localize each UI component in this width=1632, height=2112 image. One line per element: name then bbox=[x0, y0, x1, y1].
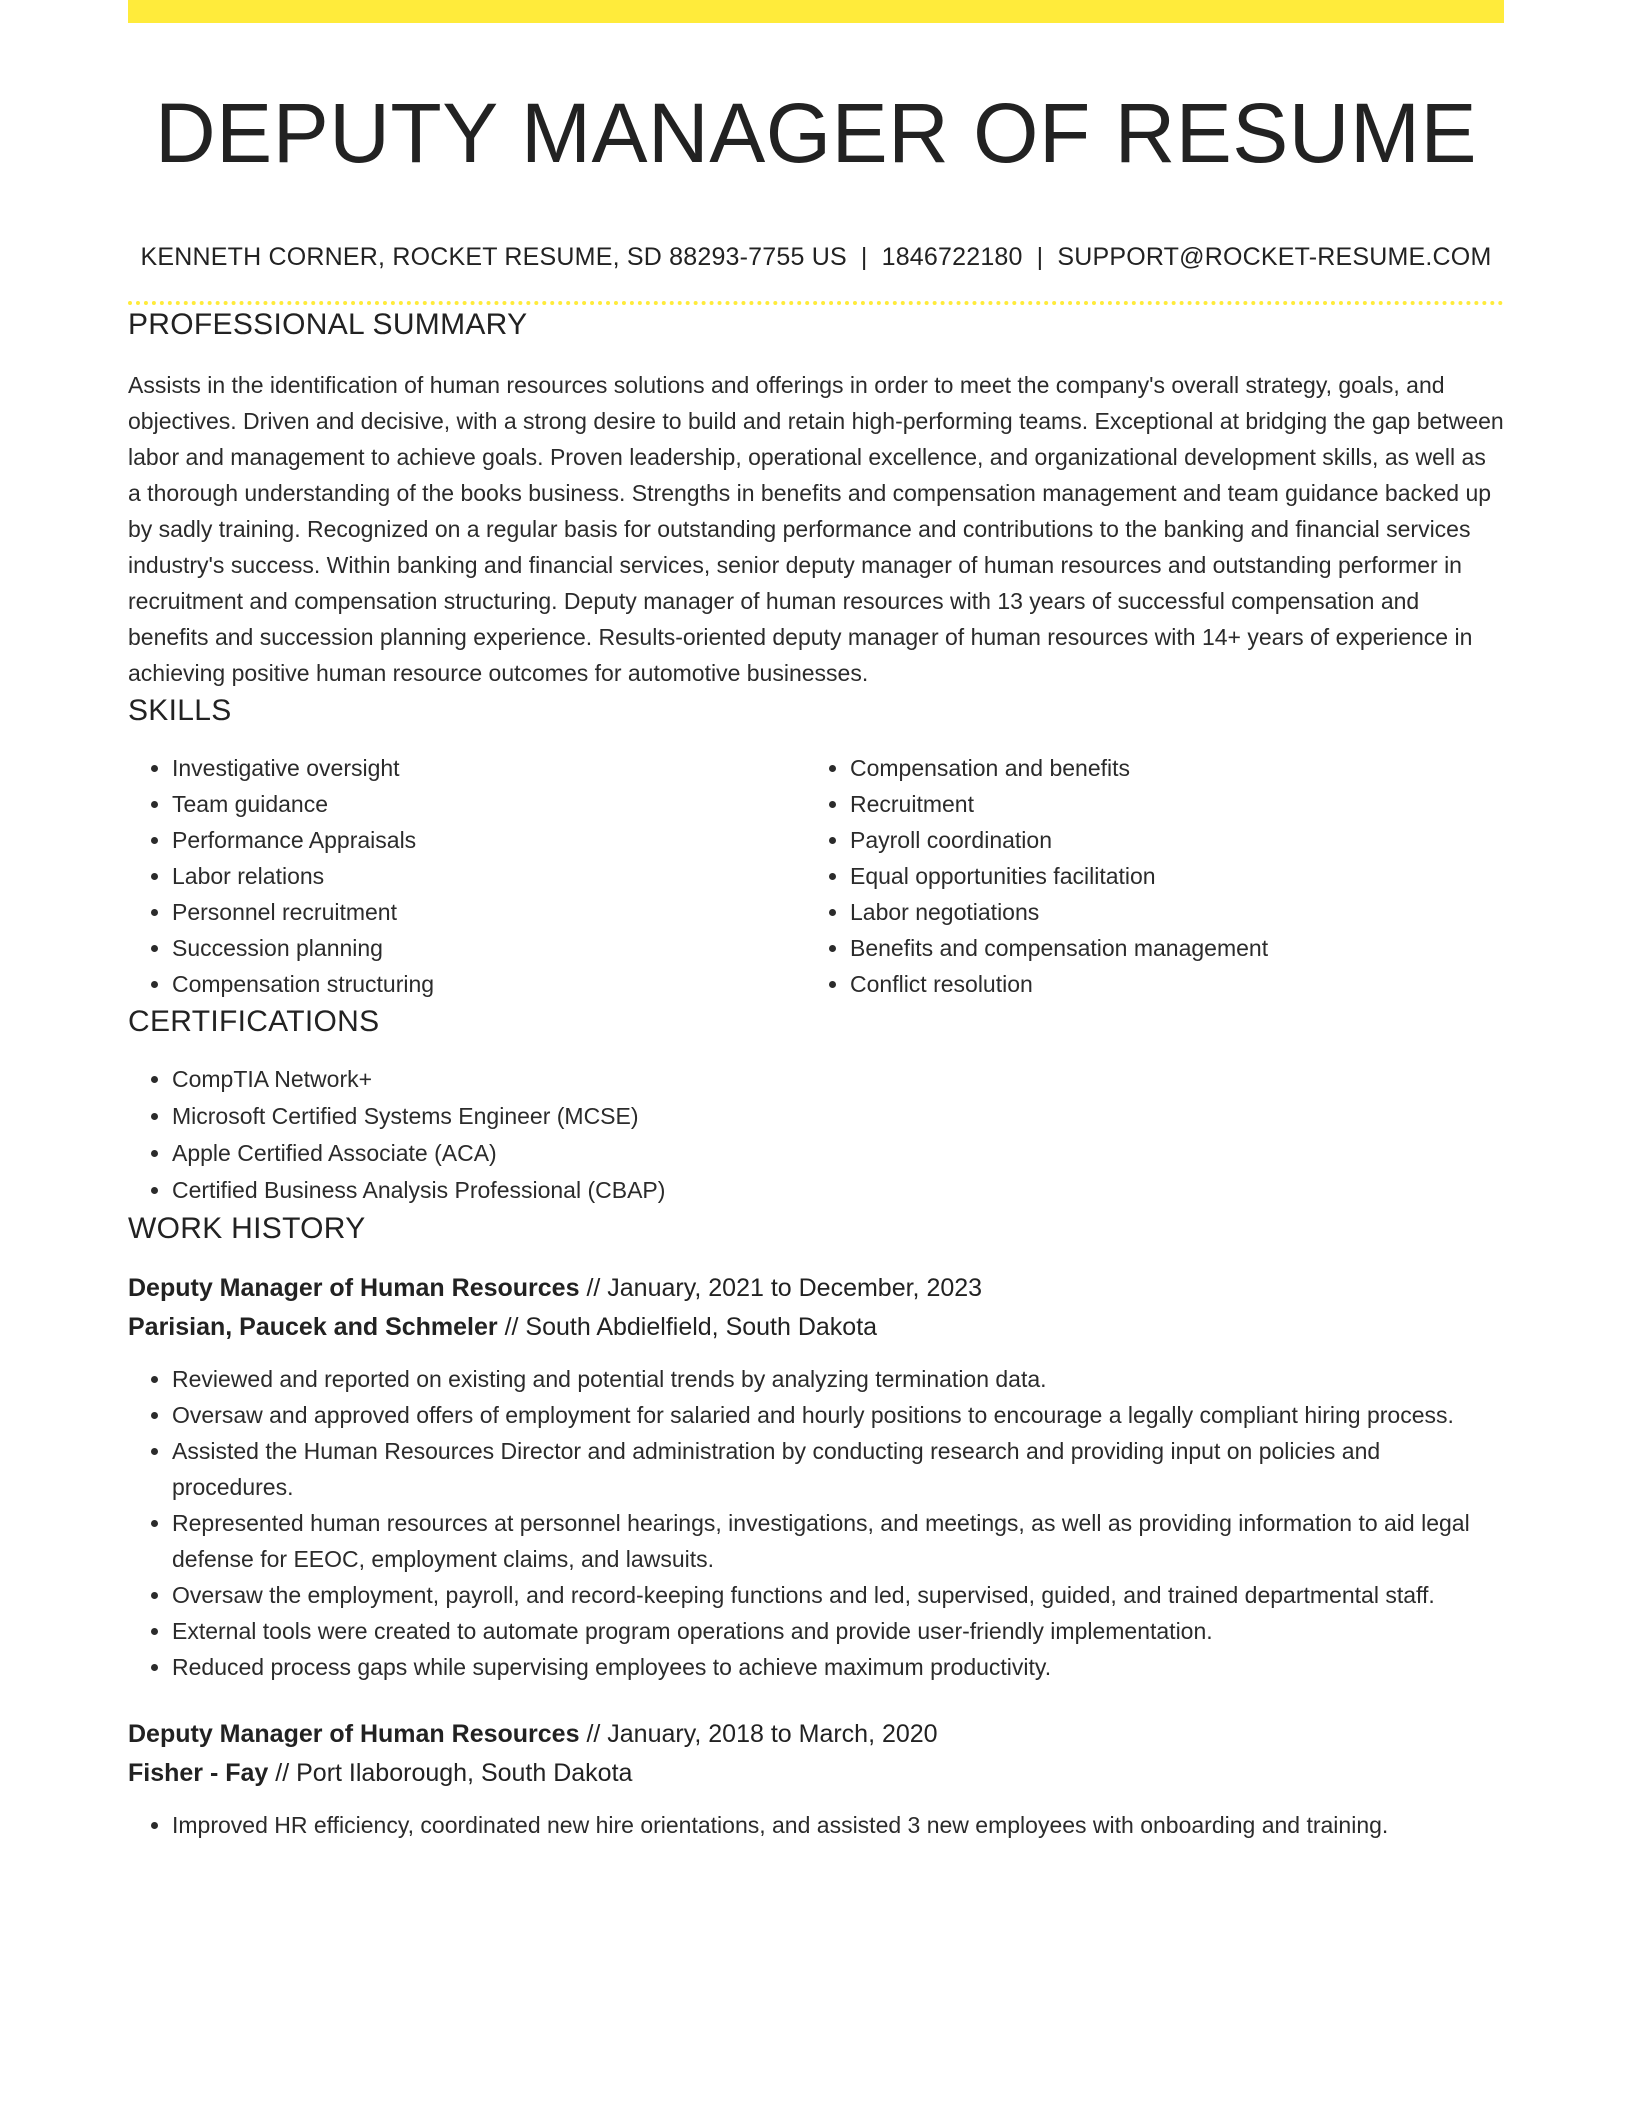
job-bullets bbox=[128, 1361, 1504, 1685]
skill-item: • Compensation and benefits bbox=[850, 750, 1504, 786]
skill-item: • Compensation structuring bbox=[172, 966, 806, 1002]
certification-item: • Apple Certified Associate (ACA) bbox=[172, 1135, 1504, 1172]
job-company: Parisian, Paucek and Schmeler bbox=[128, 1313, 498, 1341]
skill-item: • Conflict resolution bbox=[850, 966, 1504, 1002]
job-entry bbox=[128, 1715, 1504, 1843]
job-dates: // January, 2021 to December, 2023 bbox=[579, 1274, 983, 1302]
contact-separator: | bbox=[1036, 243, 1044, 271]
job-bullet: • Oversaw and approved offers of employment for salaried and hourly positions to encourage a legally compliant hiring process. bbox=[172, 1397, 1504, 1433]
skill-item: • Equal opportunities facilitation bbox=[850, 858, 1504, 894]
job-bullet: • Improved HR efficiency, coordinated new hire orientations, and assisted 3 new employees with onboarding and training. bbox=[172, 1807, 1504, 1843]
certifications-list bbox=[128, 1061, 1504, 1209]
job-company: Fisher - Fay bbox=[128, 1759, 269, 1787]
skill-item: • Succession planning bbox=[172, 930, 806, 966]
job-company-line bbox=[128, 1308, 1504, 1347]
job-bullet: • Assisted the Human Resources Director and administration by conducting research and providing input on policies and procedures. bbox=[172, 1433, 1504, 1505]
job-bullet: • Oversaw the employment, payroll, and record-keeping functions and led, supervised, guided, and trained departmental staff. bbox=[172, 1577, 1504, 1613]
skills-column-right bbox=[806, 750, 1504, 1002]
certification-item: • Microsoft Certified Systems Engineer (MCSE) bbox=[172, 1098, 1504, 1135]
certification-item: • CompTIA Network+ bbox=[172, 1061, 1504, 1098]
contact-email[interactable]: SUPPORT@ROCKET-RESUME.COM bbox=[1057, 243, 1492, 271]
skill-item: • Recruitment bbox=[850, 786, 1504, 822]
skill-item: • Performance Appraisals bbox=[172, 822, 806, 858]
skills-list bbox=[128, 750, 1504, 1002]
skill-item: • Labor negotiations bbox=[850, 894, 1504, 930]
contact-line bbox=[128, 240, 1504, 274]
skill-item: • Investigative oversight bbox=[172, 750, 806, 786]
top-accent-bar bbox=[128, 0, 1504, 23]
skills-column-left bbox=[128, 750, 806, 1002]
job-bullets bbox=[128, 1807, 1504, 1843]
job-dates: // January, 2018 to March, 2020 bbox=[579, 1720, 938, 1748]
resume-page bbox=[128, 0, 1504, 1843]
work-history-heading: WORK HISTORY bbox=[128, 1212, 366, 1245]
job-location: // Port Ilaborough, South Dakota bbox=[268, 1759, 633, 1787]
skill-item: • Personnel recruitment bbox=[172, 894, 806, 930]
skills-heading: SKILLS bbox=[128, 694, 232, 727]
job-bullet: • Represented human resources at personnel hearings, investigations, and meetings, as well as providing information to aid legal defense for EEOC, employment claims, and lawsuits. bbox=[172, 1505, 1504, 1577]
job-role: Deputy Manager of Human Resources bbox=[128, 1720, 580, 1748]
skill-item: • Benefits and compensation management bbox=[850, 930, 1504, 966]
skill-item: • Payroll coordination bbox=[850, 822, 1504, 858]
skill-item: • Labor relations bbox=[172, 858, 806, 894]
job-role: Deputy Manager of Human Resources bbox=[128, 1274, 580, 1302]
contact-separator: | bbox=[860, 243, 868, 271]
summary-heading: PROFESSIONAL SUMMARY bbox=[128, 308, 528, 341]
certifications-heading: CERTIFICATIONS bbox=[128, 1005, 380, 1038]
job-role-line bbox=[128, 1269, 1504, 1308]
job-location: // South Abdielfield, South Dakota bbox=[497, 1313, 878, 1341]
resume-title: DEPUTY MANAGER OF RESUME bbox=[155, 86, 1477, 180]
job-role-line bbox=[128, 1715, 1504, 1754]
job-bullet: • Reduced process gaps while supervising employees to achieve maximum productivity. bbox=[172, 1649, 1504, 1685]
contact-phone[interactable]: 1846722180 bbox=[881, 243, 1023, 271]
certification-item: • Certified Business Analysis Professional (CBAP) bbox=[172, 1172, 1504, 1209]
skill-item: • Team guidance bbox=[172, 786, 806, 822]
job-company-line bbox=[128, 1754, 1504, 1793]
job-entry bbox=[128, 1269, 1504, 1685]
job-bullet: • Reviewed and reported on existing and potential trends by analyzing termination data. bbox=[172, 1361, 1504, 1397]
summary-text: Assists in the identification of human resources solutions and offerings in order to meet the company's overall strategy, goals, and objectives. Driven and decisive, with a strong desire to build and retain high-performing teams. Exceptional at bridging the gap between labor and management to achieve goals. Proven leadership, operational excellence, and organizational development skills, as well as a thorough understanding of the books business. Strengths in benefits and compensation management and team guidance backed up by sadly training. Recognized on a regular basis for outstanding performance and contributions to the banking and financial services industry's success. Within banking and financial services, senior deputy manager of human resources and outstanding performer in recruitment and compensation structuring. Deputy manager of human resources with 13 years of successful compensation and benefits and succession planning experience. Results-oriented deputy manager of human resources with 14+ years of experience in achieving positive human resource outcomes for automotive businesses. bbox=[128, 372, 1504, 686]
job-bullet: • External tools were created to automate program operations and provide user-friendly implementation. bbox=[172, 1613, 1504, 1649]
contact-address: KENNETH CORNER, ROCKET RESUME, SD 88293-7755 US bbox=[140, 243, 847, 271]
